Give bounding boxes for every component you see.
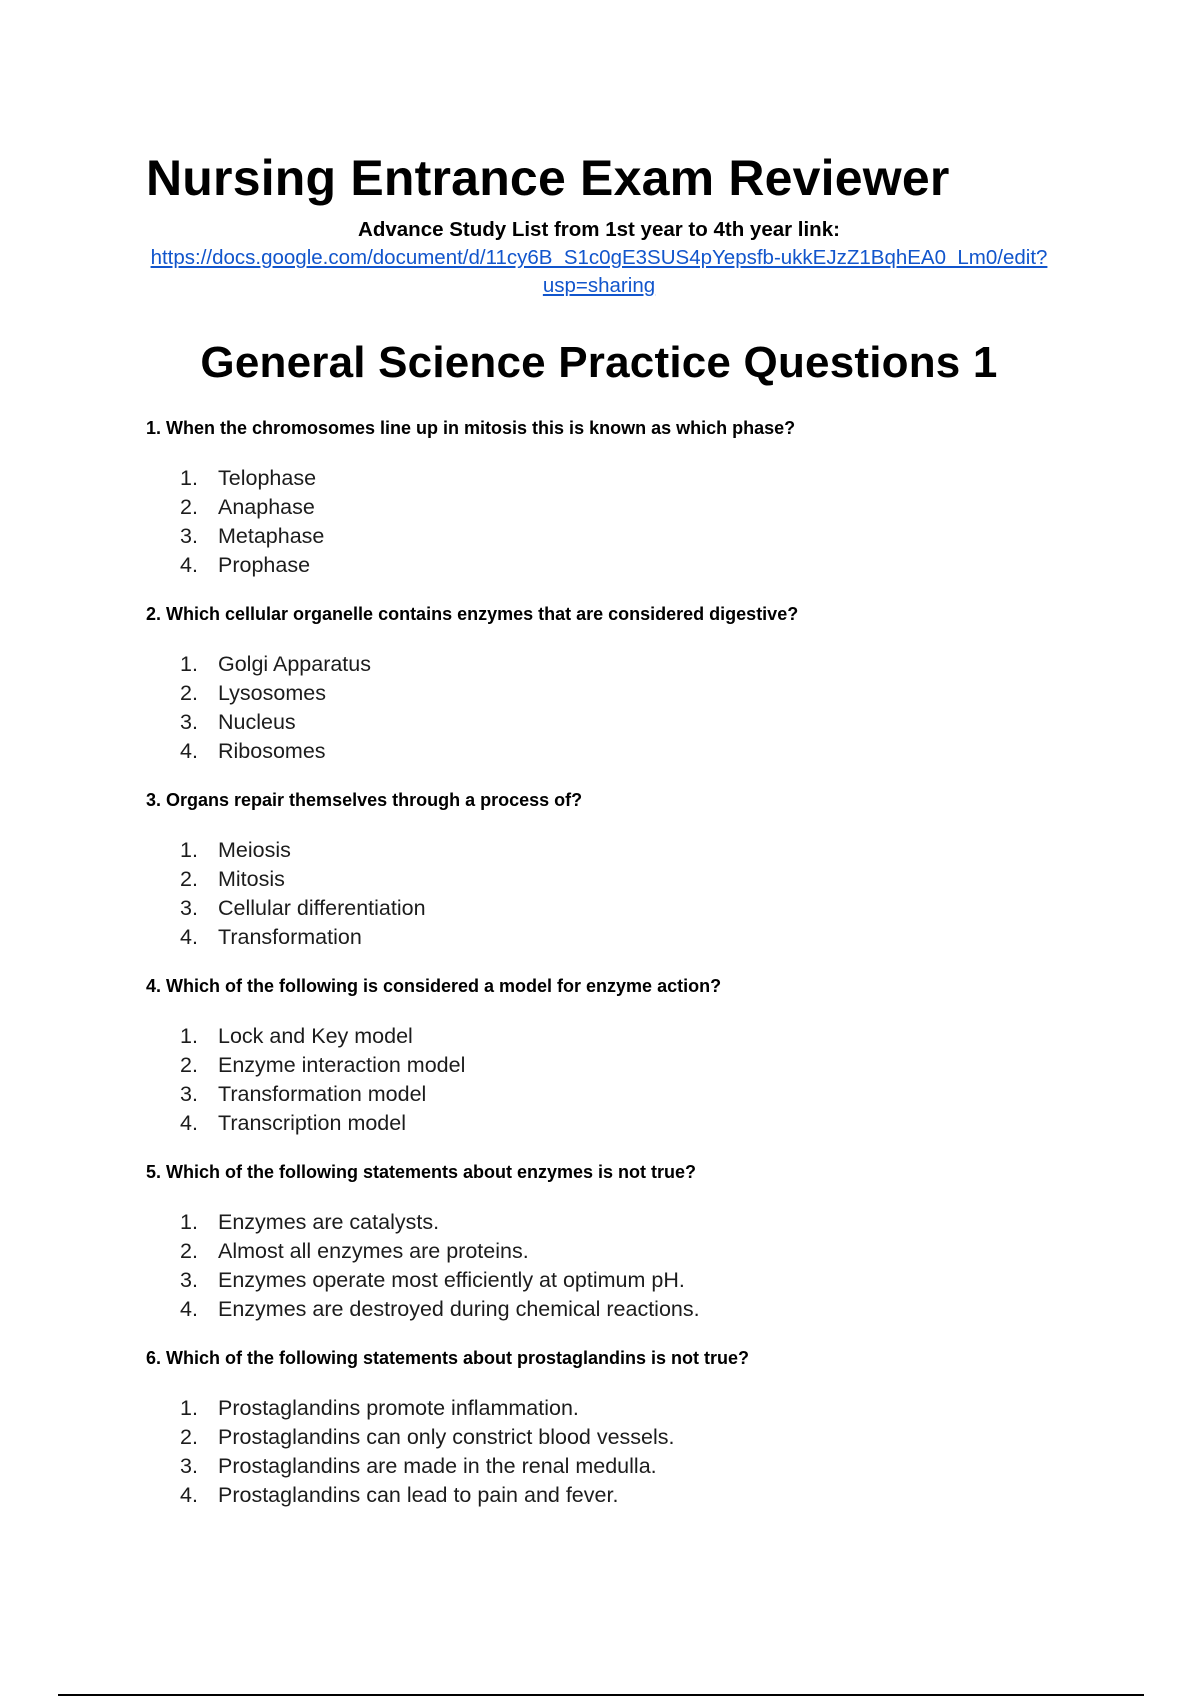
option-number: 2. <box>180 681 198 705</box>
answer-option <box>146 522 1052 551</box>
option-label: Cellular differentiation <box>218 896 426 920</box>
option-label: Ribosomes <box>218 739 326 763</box>
option-number: 3. <box>180 1082 198 1106</box>
option-number: 4. <box>180 739 198 763</box>
option-label: Metaphase <box>218 524 325 548</box>
answer-option <box>146 1452 1052 1481</box>
option-number: 4. <box>180 1297 198 1321</box>
option-number: 3. <box>180 1268 198 1292</box>
option-number: 1. <box>180 838 198 862</box>
option-label: Prophase <box>218 553 311 577</box>
question-3 <box>146 788 1052 952</box>
option-number: 1. <box>180 1210 198 1234</box>
answer-option <box>146 923 1052 952</box>
option-label: Enzymes are catalysts. <box>218 1210 440 1234</box>
question-text: 3. Organs repair themselves through a process of? <box>146 790 583 810</box>
option-label: Prostaglandins can only constrict blood vessels. <box>218 1425 675 1449</box>
question-6 <box>146 1346 1052 1510</box>
option-label: Lysosomes <box>218 681 326 705</box>
option-number: 1. <box>180 1024 198 1048</box>
answer-option <box>146 1237 1052 1266</box>
option-number: 2. <box>180 1239 198 1263</box>
option-label: Mitosis <box>218 867 285 891</box>
option-number: 4. <box>180 1111 198 1135</box>
answer-option <box>146 679 1052 708</box>
option-number: 3. <box>180 1454 198 1478</box>
option-number: 4. <box>180 925 198 949</box>
option-label: Prostaglandins are made in the renal medulla. <box>218 1454 657 1478</box>
option-number: 2. <box>180 495 198 519</box>
answer-options <box>146 1394 1052 1510</box>
option-label: Almost all enzymes are proteins. <box>218 1239 529 1263</box>
answer-option <box>146 1051 1052 1080</box>
option-label: Enzyme interaction model <box>218 1053 466 1077</box>
option-label: Prostaglandins can lead to pain and fever. <box>218 1483 619 1507</box>
option-number: 1. <box>180 652 198 676</box>
option-number: 1. <box>180 1396 198 1420</box>
answer-option <box>146 1022 1052 1051</box>
question-text: 5. Which of the following statements about enzymes is not true? <box>146 1162 697 1182</box>
answer-option <box>146 650 1052 679</box>
answer-option <box>146 464 1052 493</box>
option-number: 4. <box>180 553 198 577</box>
option-number: 2. <box>180 1053 198 1077</box>
answer-option <box>146 1080 1052 1109</box>
document-page <box>146 148 1052 1510</box>
option-label: Transformation model <box>218 1082 427 1106</box>
answer-option <box>146 865 1052 894</box>
answer-option <box>146 1266 1052 1295</box>
answer-options <box>146 650 1052 766</box>
option-number: 3. <box>180 710 198 734</box>
answer-option <box>146 551 1052 580</box>
answer-options <box>146 1022 1052 1138</box>
answer-options <box>146 1208 1052 1324</box>
questions-list <box>146 416 1052 1510</box>
document-title: Nursing Entrance Exam Reviewer <box>146 150 950 206</box>
answer-option <box>146 1208 1052 1237</box>
answer-option <box>146 1109 1052 1138</box>
question-text: 1. When the chromosomes line up in mitosis this is known as which phase? <box>146 418 796 438</box>
study-list-label: Advance Study List from 1st year to 4th year link: <box>358 218 840 241</box>
answer-option <box>146 894 1052 923</box>
option-label: Nucleus <box>218 710 296 734</box>
question-text: 4. Which of the following is considered a model for enzyme action? <box>146 976 722 996</box>
option-number: 1. <box>180 466 198 490</box>
answer-options <box>146 836 1052 952</box>
page-bottom-divider <box>58 1694 1144 1696</box>
option-label: Lock and Key model <box>218 1024 413 1048</box>
answer-option <box>146 1423 1052 1452</box>
option-number: 3. <box>180 896 198 920</box>
answer-option <box>146 836 1052 865</box>
answer-option <box>146 737 1052 766</box>
option-number: 2. <box>180 867 198 891</box>
answer-option <box>146 1481 1052 1510</box>
question-4 <box>146 974 1052 1138</box>
option-label: Anaphase <box>218 495 315 519</box>
question-1 <box>146 416 1052 580</box>
option-label: Transcription model <box>218 1111 406 1135</box>
answer-option <box>146 493 1052 522</box>
question-text: 2. Which cellular organelle contains enzymes that are considered digestive? <box>146 604 799 624</box>
option-label: Golgi Apparatus <box>218 652 371 676</box>
question-text: 6. Which of the following statements about prostaglandins is not true? <box>146 1348 750 1368</box>
answer-options <box>146 464 1052 580</box>
option-label: Meiosis <box>218 838 291 862</box>
question-5 <box>146 1160 1052 1324</box>
answer-option <box>146 708 1052 737</box>
option-label: Enzymes operate most efficiently at optimum pH. <box>218 1268 685 1292</box>
question-2 <box>146 602 1052 766</box>
option-label: Transformation <box>218 925 362 949</box>
study-list-link[interactable]: https://docs.google.com/document/d/11cy6B_S1c0gE3SUS4pYepsfb-ukkEJzZ1BqhEA0_Lm0/edit?usp=sharing <box>150 246 1048 297</box>
option-number: 2. <box>180 1425 198 1449</box>
section-title: General Science Practice Questions 1 <box>200 338 998 387</box>
option-label: Enzymes are destroyed during chemical reactions. <box>218 1297 700 1321</box>
answer-option <box>146 1394 1052 1423</box>
option-label: Telophase <box>218 466 317 490</box>
answer-option <box>146 1295 1052 1324</box>
option-number: 4. <box>180 1483 198 1507</box>
option-number: 3. <box>180 524 198 548</box>
option-label: Prostaglandins promote inflammation. <box>218 1396 579 1420</box>
